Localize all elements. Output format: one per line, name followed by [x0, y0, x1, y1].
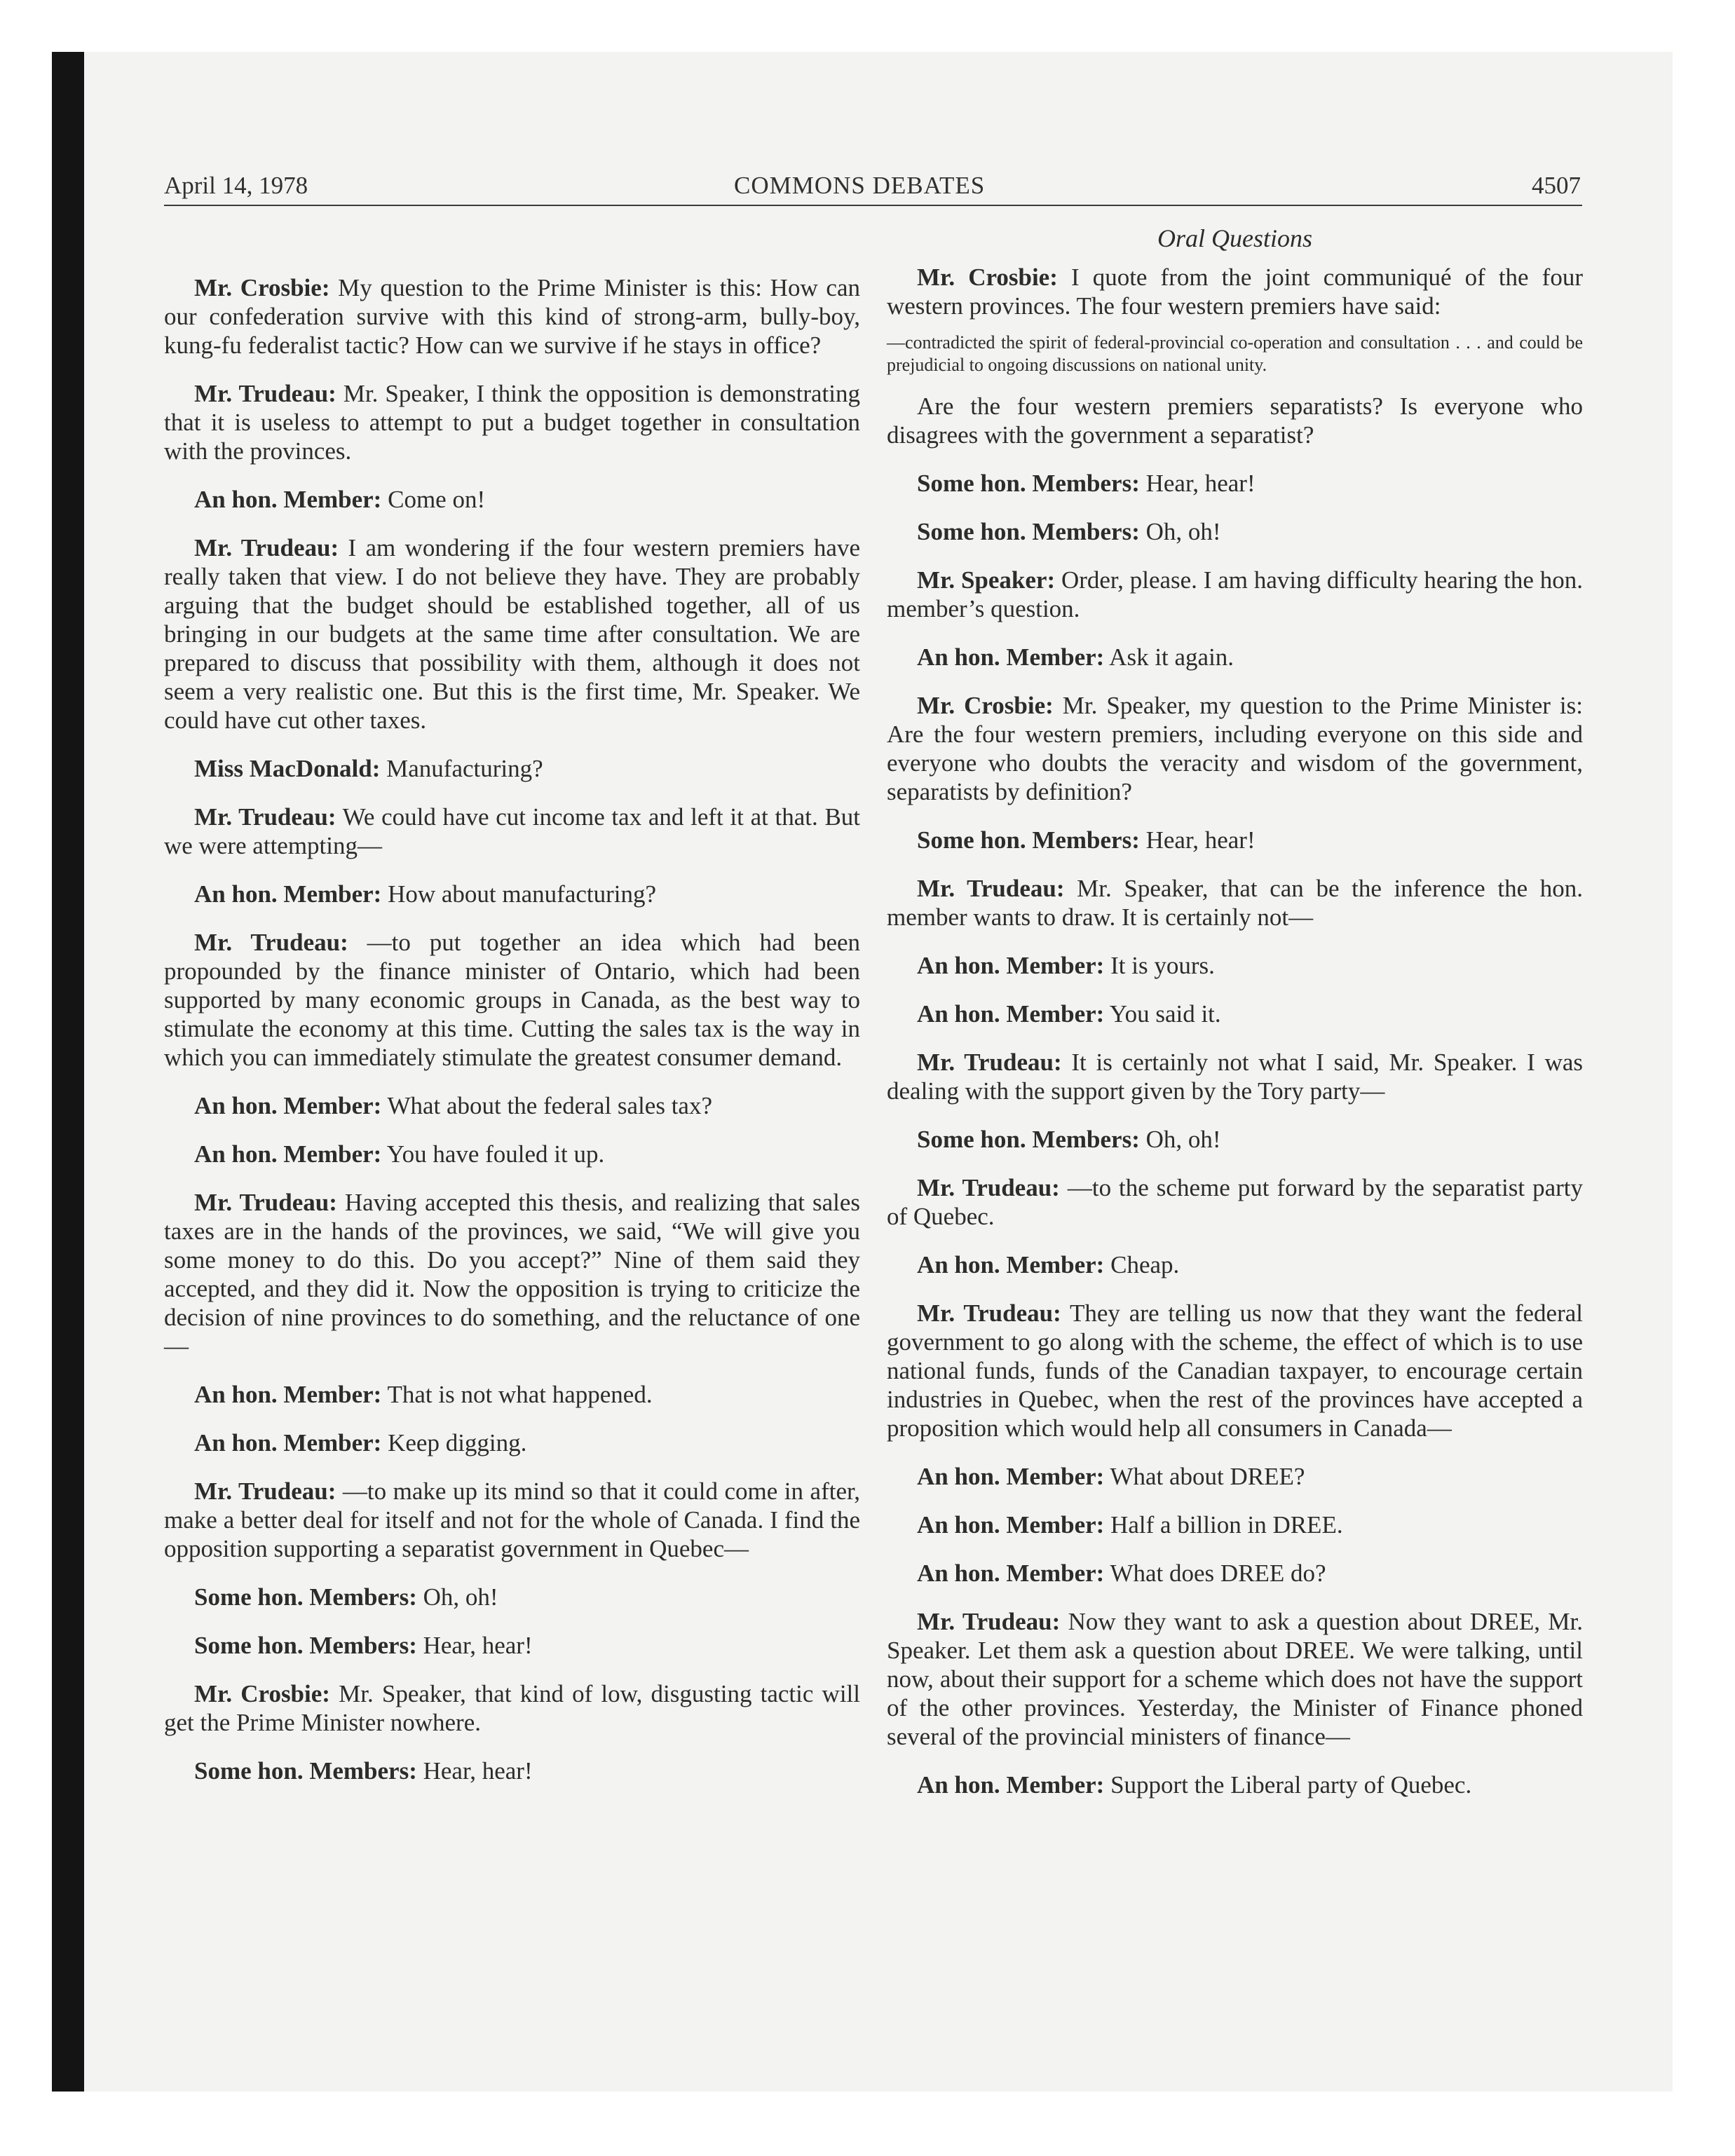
- speaker-name: An hon. Member:: [194, 486, 382, 513]
- speaker-name: Mr. Trudeau:: [194, 1478, 336, 1505]
- left-column-top-spacer: [164, 217, 860, 273]
- speaker-name: Mr. Trudeau:: [917, 875, 1065, 902]
- speech-paragraph: [164, 1477, 860, 1563]
- speech-text: Half a billion in DREE.: [1110, 1511, 1343, 1538]
- speech-text: Having accepted this thesis, and realizing that sales taxes are in the hands of the provinces, we said, “We will give you some money to do this. Do you accept?” Nine of them said they accepted, and they did it. Now the opposition is trying to criticize the decision of nine provinces to do something, and the reluctance of one—: [164, 1189, 861, 1360]
- speaker-name: Mr. Speaker:: [917, 566, 1056, 594]
- speech-paragraph: [164, 803, 860, 860]
- speech-paragraph: [887, 999, 1583, 1028]
- speaker-name: An hon. Member:: [194, 880, 382, 908]
- header-page-number: 4507: [1532, 172, 1581, 199]
- speech-text: Support the Liberal party of Quebec.: [1110, 1771, 1472, 1799]
- speaker-name: Mr. Trudeau:: [194, 929, 348, 956]
- speech-paragraph: [887, 1770, 1583, 1799]
- speech-paragraph: [164, 754, 860, 783]
- speech-paragraph: [887, 1607, 1583, 1751]
- speech-text: What about DREE?: [1110, 1463, 1305, 1490]
- speaker-name: Some hon. Members:: [917, 518, 1140, 545]
- speech-paragraph: [887, 951, 1583, 980]
- speaker-name: Mr. Crosbie:: [917, 692, 1054, 719]
- speech-text: They are telling us now that they want the federal government to go along with the scheme, the effect of which is to use national funds, funds of the Canadian taxpayer, to encourage certain industries in Quebec, when the rest of the provinces have accepted a proposition which would help all consumers in Canada—: [887, 1299, 1583, 1442]
- left-column: [164, 217, 860, 1805]
- speech-text: Cheap.: [1110, 1251, 1180, 1278]
- speech-paragraph: [887, 1559, 1583, 1588]
- speaker-name: Mr. Trudeau:: [917, 1299, 1061, 1327]
- speaker-name: Mr. Trudeau:: [194, 380, 336, 407]
- speech-text: It is certainly not what I said, Mr. Speaker. I was dealing with the support given by the Tory party—: [887, 1049, 1584, 1105]
- speech-paragraph: [164, 273, 860, 360]
- speech-text: —to make up its mind so that it could come in after, make a better deal for itself and not for the whole of Canada. I find the opposition supporting a separatist government in Quebec—: [164, 1478, 860, 1562]
- speaker-name: Mr. Crosbie:: [194, 1680, 330, 1707]
- speech-text: What about the federal sales tax?: [387, 1092, 712, 1119]
- speech-text: We could have cut income tax and left it at that. But we were attempting—: [164, 803, 861, 859]
- speech-paragraph: [887, 1125, 1583, 1154]
- speaker-name: An hon. Member:: [917, 1511, 1105, 1538]
- speech-paragraph: [164, 485, 860, 514]
- speech-paragraph: [164, 880, 860, 908]
- speech-text: Mr. Speaker, my question to the Prime Minister is: Are the four western premiers, including everyone on this side and everyone who doubts the veracity and wisdom of the government, separatists by definition?: [887, 692, 1583, 805]
- speech-paragraph: [887, 263, 1583, 320]
- speech-text: —to the scheme put forward by the separatist party of Quebec.: [887, 1174, 1584, 1230]
- speaker-name: An hon. Member:: [917, 952, 1105, 979]
- speaker-name: An hon. Member:: [194, 1140, 382, 1168]
- speech-text: I quote from the joint communiqué of the four western provinces. The four western premiers have said:: [887, 264, 1583, 320]
- speech-text: You have fouled it up.: [386, 1140, 605, 1168]
- speech-paragraph: [887, 1048, 1583, 1105]
- speech-text: I am wondering if the four western premiers have really taken that view. I do not believe they have. They are probably arguing that the budget should be established together, all of us bringing in our budgets at the same time after consultation. We are prepared to discuss that possibility with them, although it does not seem a very realistic one. But this is the first time, Mr. Speaker. We could have cut other taxes.: [164, 534, 861, 734]
- speaker-name: An hon. Member:: [917, 1000, 1105, 1028]
- speech-text: Mr. Speaker, I think the opposition is demonstrating that it is useless to attempt to put a budget together in consultation with the provinces.: [164, 380, 860, 465]
- speaker-name: Mr. Trudeau:: [194, 803, 336, 831]
- speaker-name: Mr. Trudeau:: [194, 1189, 337, 1216]
- speaker-name: Mr. Crosbie:: [917, 264, 1058, 291]
- speaker-name: An hon. Member:: [194, 1092, 382, 1119]
- speaker-name: Some hon. Members:: [917, 1126, 1140, 1153]
- speaker-name: An hon. Member:: [917, 1463, 1105, 1490]
- speaker-name: Mr. Trudeau:: [194, 534, 339, 561]
- section-title: Oral Questions: [1157, 224, 1312, 252]
- speaker-name: Some hon. Members:: [194, 1632, 417, 1659]
- speech-paragraph: [164, 379, 860, 465]
- speech-text: Oh, oh!: [1145, 518, 1221, 545]
- speaker-name: An hon. Member:: [917, 1771, 1105, 1799]
- speech-paragraph: [164, 1583, 860, 1611]
- speech-text: What does DREE do?: [1110, 1560, 1326, 1587]
- speech-paragraph: [887, 826, 1583, 854]
- right-column: [887, 217, 1583, 1819]
- speaker-name: Mr. Trudeau:: [917, 1608, 1061, 1635]
- header-title: COMMONS DEBATES: [734, 172, 986, 199]
- speech-paragraph: [887, 1250, 1583, 1279]
- header-rule: [164, 205, 1582, 206]
- speech-paragraph: [164, 533, 860, 735]
- speech-text: Manufacturing?: [386, 755, 543, 782]
- speech-paragraph: [887, 1173, 1583, 1231]
- speaker-name: Some hon. Members:: [917, 470, 1140, 497]
- speech-paragraph: [887, 469, 1583, 498]
- speech-text: You said it.: [1109, 1000, 1221, 1028]
- speaker-name: An hon. Member:: [917, 1560, 1105, 1587]
- speech-text: Hear, hear!: [1145, 470, 1256, 497]
- speaker-name: Mr. Trudeau:: [917, 1049, 1062, 1076]
- speaker-name: Mr. Trudeau:: [917, 1174, 1060, 1201]
- speaker-name: Mr. Crosbie:: [194, 274, 330, 301]
- speech-paragraph: [164, 1188, 860, 1360]
- speech-paragraph: [887, 1299, 1583, 1442]
- speech-paragraph: [887, 874, 1583, 932]
- speech-text: —to put together an idea which had been propounded by the finance minister of Ontario, which had been supported by many economic groups in Canada, as the best way to stimulate the economy at this time. Cutting the sales tax is the way in which you can immediately stimulate the greatest consumer demand.: [164, 929, 861, 1071]
- speech-text: That is not what happened.: [387, 1381, 653, 1408]
- speaker-name: Some hon. Members:: [194, 1583, 417, 1611]
- speaker-name: An hon. Member:: [194, 1429, 382, 1456]
- speech-paragraph: [164, 1380, 860, 1409]
- speech-paragraph: [164, 1428, 860, 1457]
- speech-paragraph: [164, 928, 860, 1072]
- speech-paragraph: [164, 1140, 860, 1168]
- binding-edge: [52, 52, 84, 2092]
- speech-paragraph: [164, 1756, 860, 1785]
- speech-text: Mr. Speaker, that can be the inference the hon. member wants to draw. It is certainly not—: [887, 875, 1584, 931]
- speech-text: Hear, hear!: [423, 1757, 533, 1785]
- speech-paragraph: [164, 1631, 860, 1660]
- speech-continuation: Are the four western premiers separatists? Is everyone who disagrees with the government a separatist?: [887, 393, 1583, 449]
- speech-text: My question to the Prime Minister is this: How can our confederation survive with this kind of strong-arm, bully-boy, kung-fu federalist tactic? How can we survive if he stays in office?: [164, 274, 860, 359]
- speech-paragraph: [887, 1462, 1583, 1491]
- speaker-name: An hon. Member:: [194, 1381, 382, 1408]
- speech-paragraph: [887, 517, 1583, 546]
- speech-text: Keep digging.: [388, 1429, 527, 1456]
- speech-text: Order, please. I am having difficulty hearing the hon. member’s question.: [887, 566, 1583, 622]
- speech-paragraph: [887, 643, 1583, 671]
- speech-text: Oh, oh!: [1145, 1126, 1221, 1153]
- header-date: April 14, 1978: [164, 172, 308, 199]
- speech-text: Ask it again.: [1109, 643, 1234, 671]
- speech-paragraph: [164, 1679, 860, 1737]
- block-quote: —contradicted the spirit of federal-provincial co-operation and consultation . . . and could be prejudicial to ongoing discussions on national unity.: [887, 332, 1583, 375]
- speech-text: It is yours.: [1110, 952, 1215, 979]
- speech-paragraph: [887, 566, 1583, 623]
- speech-text: Hear, hear!: [423, 1632, 533, 1659]
- speech-paragraph: [164, 1091, 860, 1120]
- speech-text: Come on!: [388, 486, 486, 513]
- speech-text: How about manufacturing?: [388, 880, 657, 908]
- speaker-name: An hon. Member:: [917, 643, 1105, 671]
- speaker-name: Some hon. Members:: [917, 826, 1140, 854]
- speech-paragraph: [887, 691, 1583, 806]
- speaker-name: An hon. Member:: [917, 1251, 1105, 1278]
- speech-text: Oh, oh!: [423, 1583, 498, 1611]
- speaker-name: Miss MacDonald:: [194, 755, 381, 782]
- speech-text: Mr. Speaker, that kind of low, disgusting tactic will get the Prime Minister nowhere.: [164, 1680, 860, 1736]
- speech-paragraph: [887, 1510, 1583, 1539]
- speech-text: Now they want to ask a question about DREE, Mr. Speaker. Let them ask a question about DREE. We were talking, until now, about their support for a scheme which does not have the support of the other provinces. Yesterday, the Minister of Finance phoned several of the provincial ministers of finance—: [887, 1608, 1583, 1750]
- speech-text: Hear, hear!: [1145, 826, 1256, 854]
- speaker-name: Some hon. Members:: [194, 1757, 417, 1785]
